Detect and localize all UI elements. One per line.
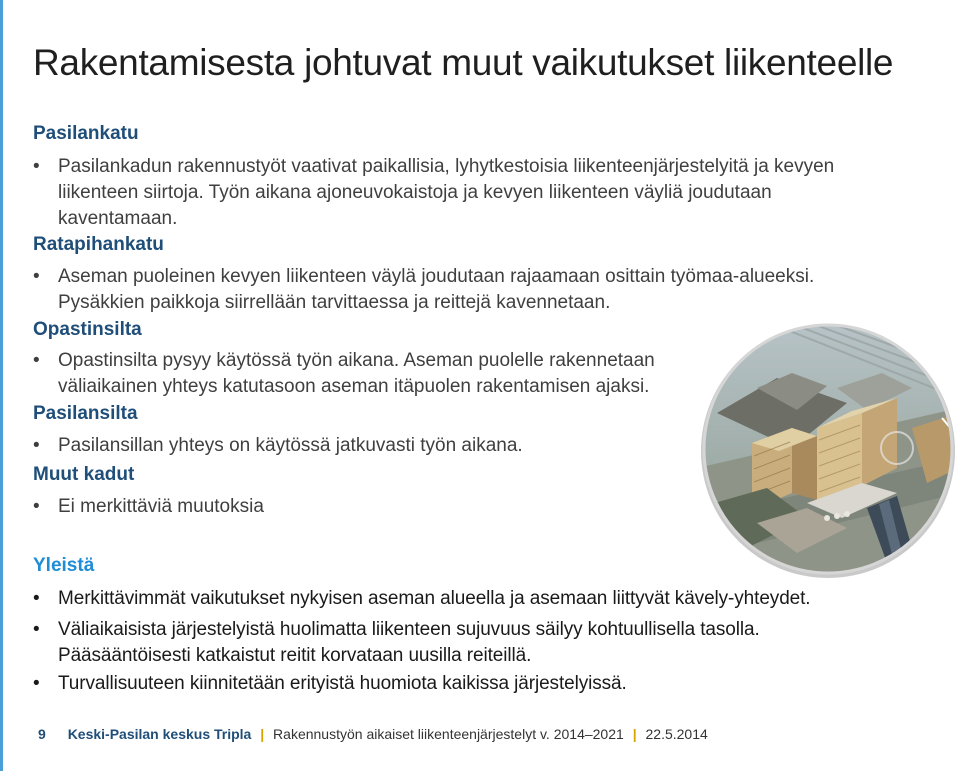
heading-muut-kadut: Muut kadut bbox=[33, 464, 135, 485]
slide-title: Rakentamisesta johtuvat muut vaikutukset liikenteelle bbox=[33, 42, 894, 83]
bullet-general-1: • Merkittävimmät vaikutukset nykyisen aseman alueella ja asemaan liittyvät kävely-yhteydet. bbox=[33, 586, 810, 612]
bullet-pasilankatu: • Pasilankadun rakennustyöt vaativat paikallisia, lyhytkestoisia liikenteenjärjestelyitä ja kevyen liikenteen siirtoja. Työn aikana ajoneuvokaistoja ja kevyen liikenteen väyliä joudutaan kaventamaan. bbox=[33, 156, 835, 229]
bullet-pasilansilta: • Pasilansillan yhteys on käytössä jatkuvasti työn aikana. bbox=[33, 433, 523, 459]
bullet-dot: • bbox=[33, 435, 40, 456]
bullet-dot: • bbox=[33, 496, 40, 517]
left-accent-rule bbox=[0, 0, 3, 771]
heading-pasilankatu: Pasilankatu bbox=[33, 123, 139, 144]
page-number: 9 bbox=[38, 726, 46, 742]
bullet-dot: • bbox=[33, 673, 40, 694]
bullet-opastinsilta: • Opastinsilta pysyy käytössä työn aikana. Aseman puolelle rakennetaan väliaikainen yhteys katutasoon aseman itäpuolen rakentamisen ajaksi. bbox=[33, 350, 655, 397]
footer-subtitle: Rakennustyön aikaiset liikenteenjärjestelyt v. 2014–2021 bbox=[273, 726, 624, 742]
footer-brand: Keski-Pasilan keskus Tripla bbox=[67, 726, 252, 742]
bullet-dot: • bbox=[33, 588, 40, 609]
bullet-dot: • bbox=[33, 619, 40, 640]
heading-ratapihankatu: Ratapihankatu bbox=[33, 234, 164, 255]
aerial-rendering-image bbox=[697, 318, 959, 580]
heading-pasilansilta: Pasilansilta bbox=[33, 403, 138, 424]
heading-yleista: Yleistä bbox=[33, 555, 95, 576]
heading-opastinsilta: Opastinsilta bbox=[33, 319, 142, 340]
footer-separator: | bbox=[260, 726, 265, 742]
bullet-ratapihankatu: • Aseman puoleinen kevyen liikenteen väylä joudutaan rajaamaan osittain työmaa-alueeksi. Pysäkkien paikkoja siirrellään tarvittaessa ja reittejä kavennetaan. bbox=[33, 266, 815, 313]
footer-date: 22.5.2014 bbox=[645, 726, 708, 742]
bullet-muut-kadut: • Ei merkittäviä muutoksia bbox=[33, 494, 264, 520]
bullet-general-2: • Väliaikaisista järjestelyistä huolimatta liikenteen sujuvuus säilyy kohtuullisella tasolla. Pääsääntöisesti katkaistut reitit korvataan uusilla reiteillä. bbox=[33, 619, 760, 666]
bullet-dot: • bbox=[33, 350, 40, 371]
footer-separator: | bbox=[632, 726, 637, 742]
bullet-dot: • bbox=[33, 266, 40, 287]
footer bbox=[38, 726, 708, 742]
bullet-dot: • bbox=[33, 156, 40, 177]
bullet-general-3: • Turvallisuuteen kiinnitetään erityistä huomiota kaikissa järjestelyissä. bbox=[33, 671, 627, 697]
